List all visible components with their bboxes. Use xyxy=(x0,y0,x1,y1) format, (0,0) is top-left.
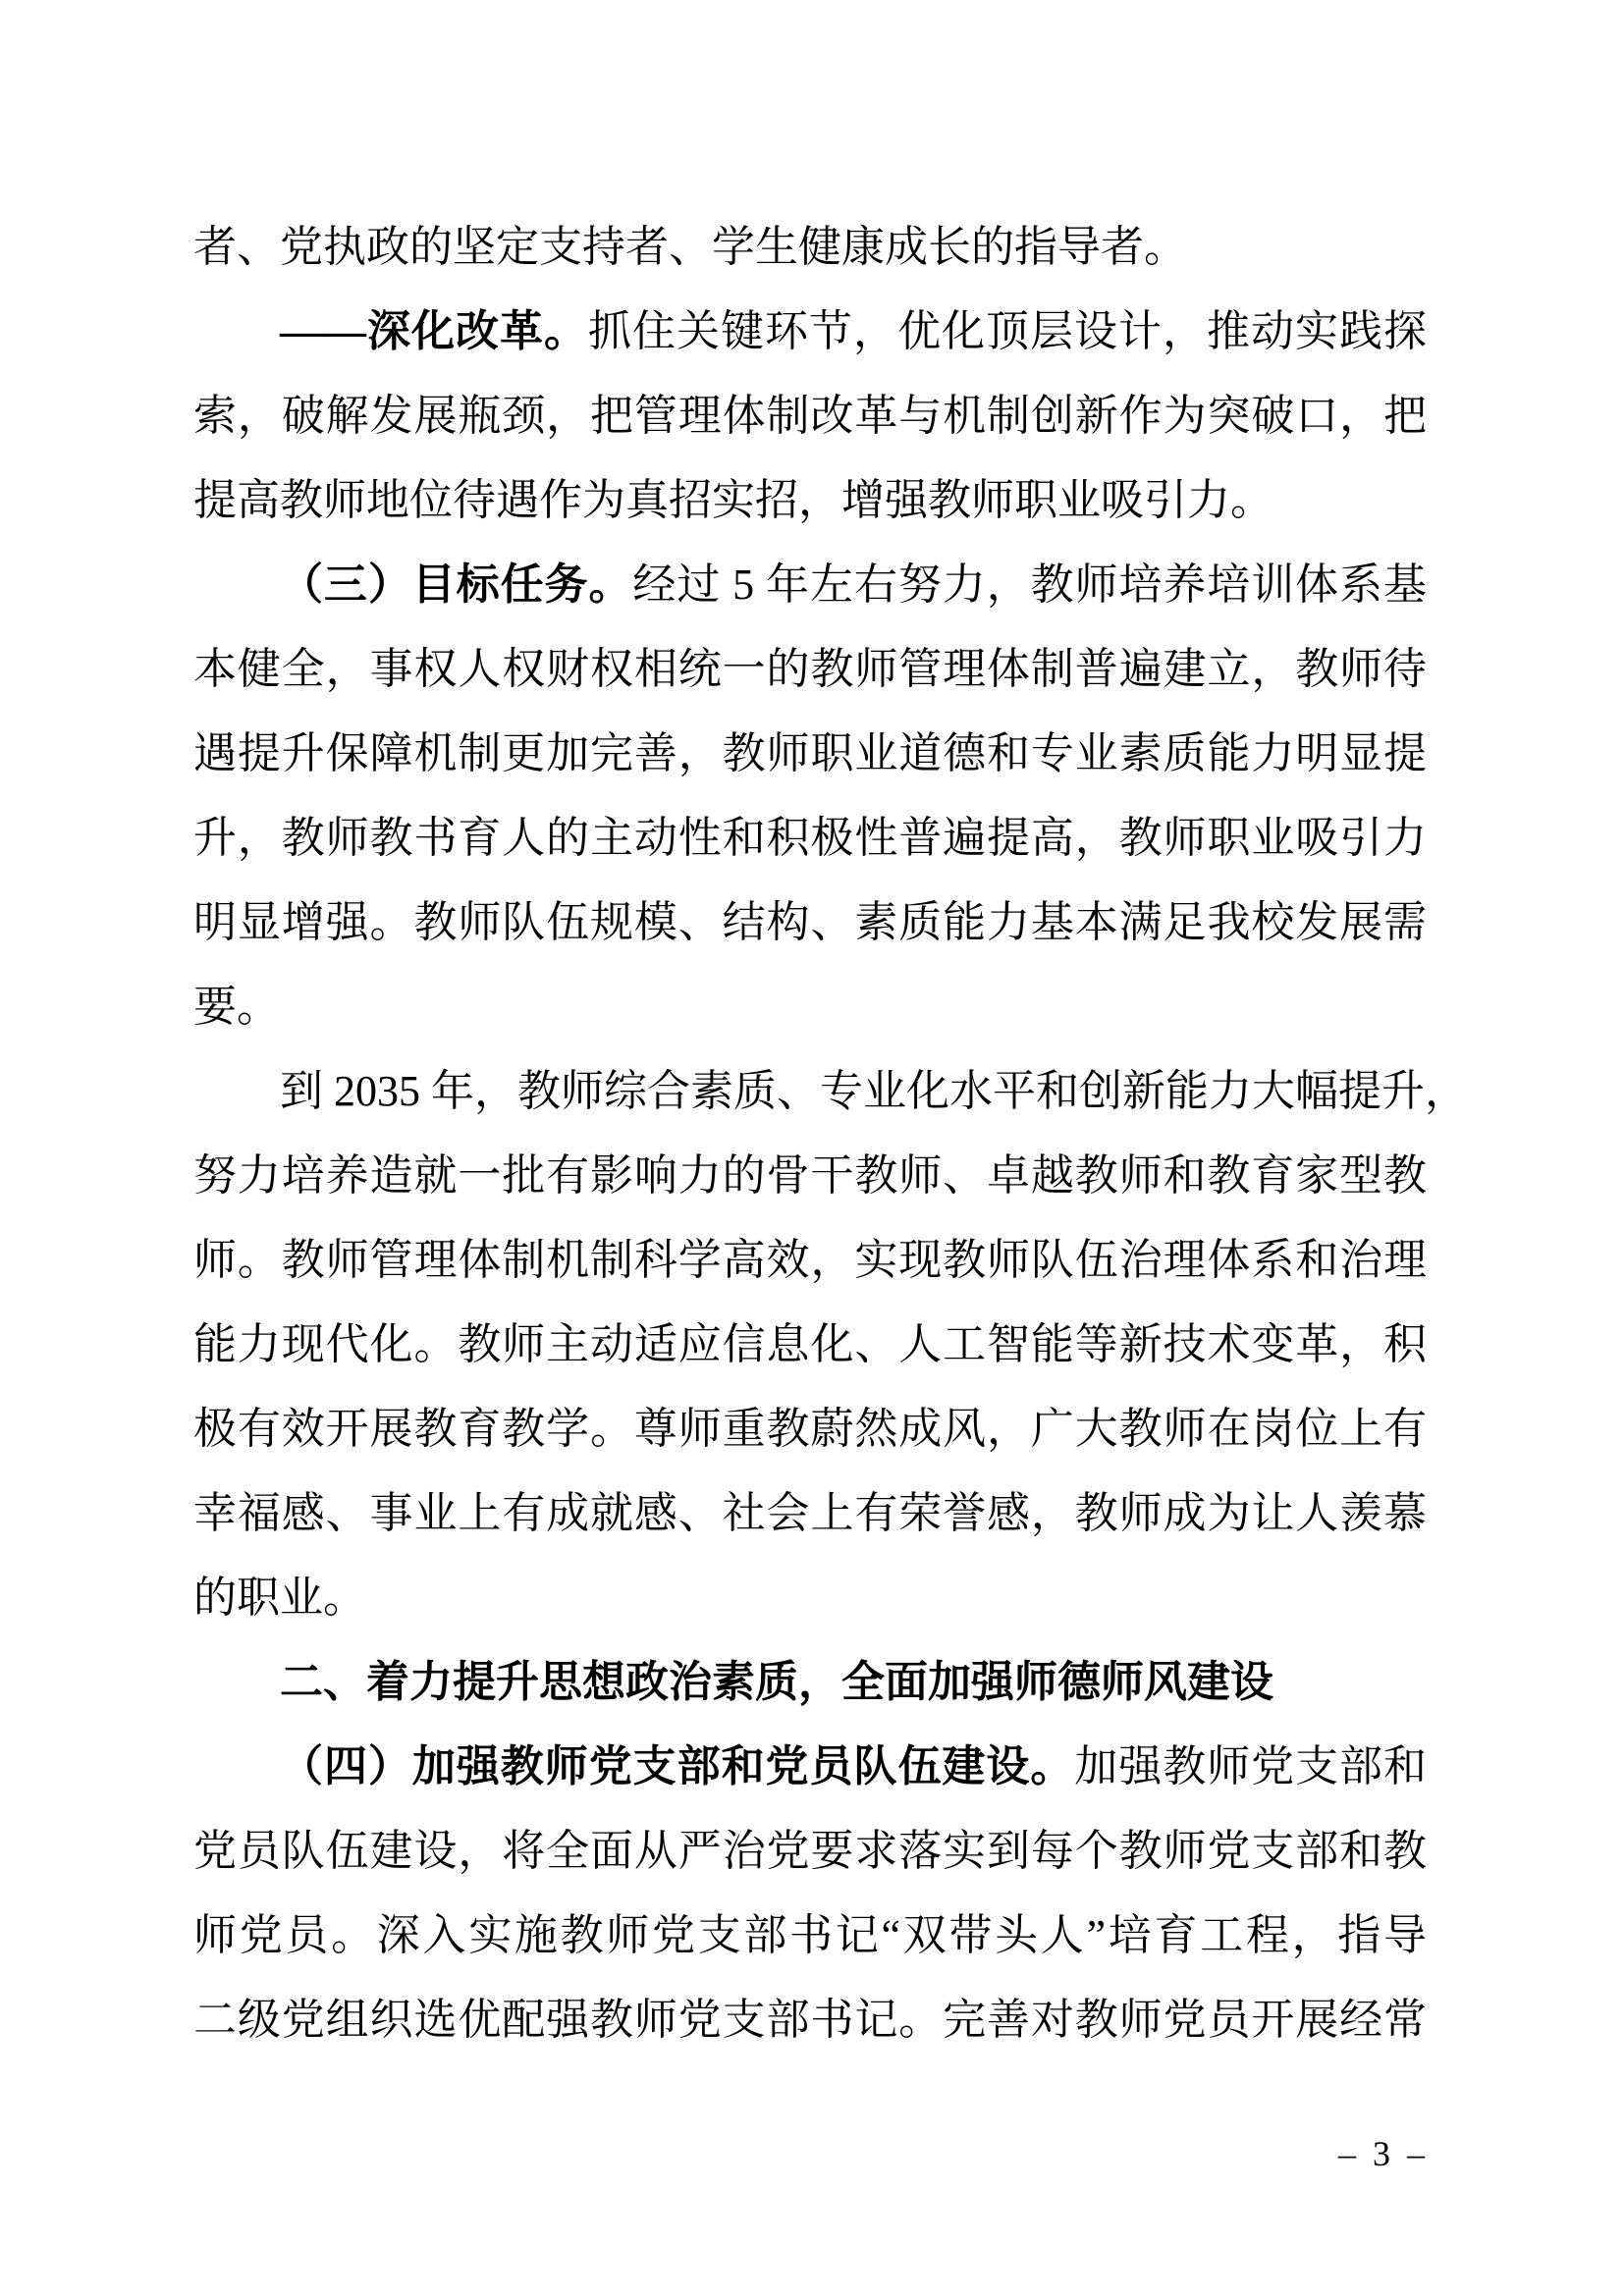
text-run: 明显增强。教师队伍规模、结构、素质能力基本满足我校发展需 xyxy=(193,898,1427,946)
page-number: – 3 – xyxy=(1338,2134,1429,2173)
text-line xyxy=(193,1134,1427,1218)
text-run: 抓住关键环节，优化顶层设计，推动实践探 xyxy=(588,307,1427,355)
text-run: 遇提升保障机制更加完善，教师职业道德和专业素质能力明显提 xyxy=(193,729,1427,777)
bold-text-run: ——深化改革。 xyxy=(280,307,588,355)
text-line xyxy=(193,1556,1427,1640)
text-run: 的职业。 xyxy=(193,1574,366,1622)
text-line xyxy=(193,290,1427,374)
text-line xyxy=(193,1218,1427,1303)
text-run: 师。教师管理体制机制科学高效，实现教师队伍治理体系和治理 xyxy=(193,1236,1427,1284)
text-line xyxy=(193,1978,1427,2062)
text-run: 加强教师党支部和 xyxy=(1074,1742,1428,1790)
text-run: 经过 5 年左右努力，教师培养培训体系基 xyxy=(632,561,1428,609)
text-line xyxy=(193,1303,1427,1387)
text-run: 二级党组织选优配强教师党支部书记。完善对教师党员开展经常 xyxy=(193,1996,1427,2044)
text-line xyxy=(193,205,1427,290)
text-line xyxy=(193,965,1427,1049)
text-run: 提高教师地位待遇作为真招实招，增强教师职业吸引力。 xyxy=(193,476,1273,524)
text-run: 师党员。深入实施教师党支部书记“双带头人”培育工程，指导 xyxy=(193,1911,1427,1959)
text-line xyxy=(193,1894,1427,1978)
text-run: 幸福感、事业上有成就感、社会上有荣誉感，教师成为让人羡慕 xyxy=(193,1489,1427,1537)
text-run: 索，破解发展瓶颈，把管理体制改革与机制创新作为突破口，把 xyxy=(193,392,1427,440)
bold-text-run: （四）加强教师党支部和党员队伍建设。 xyxy=(280,1742,1075,1790)
text-line xyxy=(193,627,1427,712)
text-line xyxy=(193,1471,1427,1556)
text-run: 极有效开展教育教学。尊师重教蔚然成风，广大教师在岗位上有 xyxy=(193,1405,1427,1453)
text-run: 党员队伍建设，将全面从严治党要求落实到每个教师党支部和教 xyxy=(193,1827,1427,1875)
text-line xyxy=(193,458,1427,543)
text-line xyxy=(193,543,1427,627)
document-body xyxy=(193,205,1468,2062)
text-line xyxy=(193,796,1427,881)
text-line xyxy=(193,1387,1427,1471)
text-line xyxy=(193,1640,1427,1725)
text-line xyxy=(193,712,1427,796)
text-line xyxy=(193,1809,1427,1894)
bold-text-run: 二、着力提升思想政治素质，全面加强师德师风建设 xyxy=(280,1658,1273,1706)
bold-text-run: （三）目标任务。 xyxy=(280,561,633,609)
text-line xyxy=(193,1049,1468,1134)
text-line xyxy=(193,881,1427,965)
text-line xyxy=(193,1725,1427,1809)
text-run: 要。 xyxy=(193,983,280,1031)
text-line xyxy=(193,374,1427,458)
text-run: 能力现代化。教师主动适应信息化、人工智能等新技术变革，积 xyxy=(193,1320,1427,1368)
text-run: 升，教师教书育人的主动性和积极性普遍提高，教师职业吸引力 xyxy=(193,814,1427,862)
text-run: 者、党执政的坚定支持者、学生健康成长的指导者。 xyxy=(193,223,1187,271)
text-run: 到 2035 年，教师综合素质、专业化水平和创新能力大幅提升， xyxy=(280,1067,1468,1115)
text-run: 努力培养造就一批有影响力的骨干教师、卓越教师和教育家型教 xyxy=(193,1151,1427,1200)
text-run: 本健全，事权人权财权相统一的教师管理体制普遍建立，教师待 xyxy=(193,645,1427,693)
